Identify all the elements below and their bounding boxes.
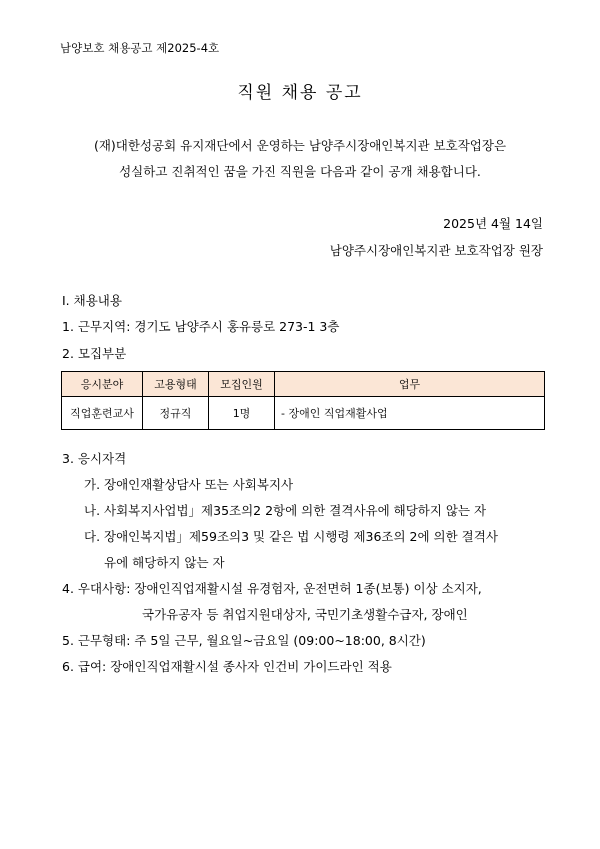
cell-field: 직업훈련교사 [62,397,143,430]
salary: 6. 급여: 장애인직업재활시설 종사자 인건비 가이드라인 적용 [62,659,392,674]
header-employment-type: 고용형태 [143,372,209,397]
qualification-b: 나. 사회복지사업법」제35조의2 2항에 의한 결격사유에 해당하지 않는 자 [84,503,487,518]
header-duty: 업무 [275,372,545,397]
cell-duty: - 장애인 직업재활사업 [275,397,545,430]
cell-headcount: 1명 [209,397,275,430]
table-row [62,397,545,430]
document-number: 남양보호 채용공고 제2025-4호 [60,41,220,55]
table-header-row [62,372,545,397]
qualification-c: 다. 장애인복지법」제59조의3 및 같은 법 시행령 제36조의 2에 의한 결격사 [84,529,498,544]
recruit-section-label: 2. 모집부분 [62,346,127,361]
qualification-a: 가. 장애인재활상담사 또는 사회복지사 [84,477,294,492]
header-field: 응시분야 [62,372,143,397]
notice-date: 2025년 4월 14일 [443,216,543,231]
page-title: 직원 채용 공고 [237,83,363,103]
preference-continued: 국가유공자 등 취업지원대상자, 국민기초생활수급자, 장애인 [142,607,468,622]
qualification-label: 3. 응시자격 [62,451,127,466]
qualification-c-continued: 유에 해당하지 않는 자 [104,555,225,570]
preference: 4. 우대사항: 장애인직업재활시설 유경험자, 운전면허 1종(보통) 이상 소지자, [62,581,482,596]
intro-line-1: (재)대한성공회 유지재단에서 운영하는 남양주시장애인복지관 보호작업장은 [93,138,507,153]
work-location: 1. 근무지역: 경기도 남양주시 홍유릉로 273-1 3층 [62,319,340,334]
intro-line-2: 성실하고 진취적인 꿈을 가진 직원을 다음과 같이 공개 채용합니다. [119,164,481,179]
work-type: 5. 근무형태: 주 5일 근무, 월요일~금요일 (09:00~18:00, 8시간) [62,633,426,648]
header-headcount: 모집인원 [209,372,275,397]
cell-employment-type: 정규직 [143,397,209,430]
recruit-table [61,371,545,430]
sender: 남양주시장애인복지관 보호작업장 원장 [329,243,543,258]
section-heading: Ⅰ. 채용내용 [62,293,122,308]
